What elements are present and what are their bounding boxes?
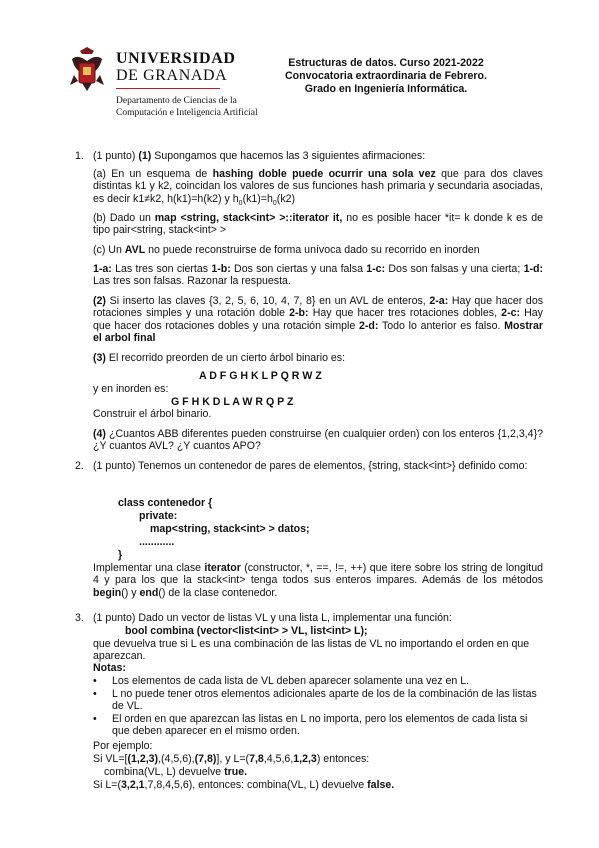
text: ¿Cuantos ABB diferentes pueden construirse (en cualquier orden) con los enteros {1,2,3,4}? ¿Y cuantos AVL? ¿Y cuantos APO? (93, 428, 543, 453)
text: (b) Dado un (93, 212, 155, 224)
bold-text: map <string, stack<int> >::iterator it, (154, 212, 343, 224)
text: Implementar una clase (93, 562, 205, 574)
bold-text: end (139, 586, 159, 599)
part-label: (1) (138, 150, 152, 162)
preorder-sequence: A D F G H K L P Q R W Z (199, 370, 322, 382)
part-4-question (93, 428, 543, 453)
question-3-description: que devuelva true si L es una combinación de las listas de VL no importando el orden en que aparezcan. (93, 638, 530, 663)
text: El recorrido preorden de un cierto árbol binario es: (105, 352, 346, 364)
option-text: Dos son ciertas y una falsa (230, 263, 367, 275)
example-1 (93, 753, 369, 765)
text: Si VL=[ (93, 753, 128, 765)
text: (a) En un esquema de (93, 168, 213, 180)
note-item: Los elementos de cada lista de VL deben aparecer solamente una vez en L. (112, 675, 470, 687)
statement-a (93, 168, 543, 210)
option-text: Las tres son ciertas (111, 263, 212, 275)
part-label: (4) (93, 428, 106, 440)
option-text: Dos son falsas y una cierta; (385, 263, 524, 275)
bullet-icon: • (93, 688, 97, 700)
exam-title-line3: Grado en Ingeniería Informática. (304, 83, 468, 95)
statement-b (93, 212, 543, 237)
part-2-avl (93, 295, 543, 345)
question-2-intro: (1 punto) Tenemos un contenedor de pares de elementos, {string, stack<int>} definido como: (93, 460, 528, 472)
text: no puede reconstruirse de forma unívoca dado su recorrido en inorden (145, 244, 480, 256)
option-label: 1-a: (93, 263, 112, 275)
exam-title-line2: Convocatoria extraordinaria de Febrero. (285, 70, 487, 82)
code-line: } (118, 549, 123, 561)
question-3-number: 3. (75, 612, 84, 624)
subscript: 0 (272, 199, 277, 207)
code-line: map<string, stack<int> > datos; (150, 523, 310, 535)
option-label: 2-d: (359, 319, 379, 332)
example-2 (93, 779, 394, 791)
text: Si L=( (93, 779, 121, 791)
answer-options-1 (93, 263, 543, 288)
statement-c (93, 244, 543, 256)
bold-text: 1,2,3 (293, 753, 317, 765)
university-crest-logo (66, 45, 108, 95)
text: (k1)=h (242, 192, 273, 205)
question-3-intro: (1 punto) Dado un vector de listas VL y una lista L, implementar una función: (93, 612, 452, 624)
subscript: 0 (238, 199, 243, 207)
university-name-line2: DE GRANADA (116, 67, 228, 84)
department-line2: Computación e Inteligencia Artificial (116, 108, 258, 118)
text: (k2) (276, 192, 296, 205)
text: () y (121, 586, 140, 599)
question-1-intro (93, 150, 543, 162)
example-1-result (104, 766, 247, 778)
text: ,7,8,4,5,6), entonces: combina(VL, L) devuelve (144, 779, 368, 791)
notes-title: Notas: (93, 662, 126, 674)
text: Hay que hacer dos rotaciones dobles y una rotación simple (93, 307, 543, 332)
option-label: 1-d: (523, 263, 543, 275)
bold-text: (1,2,3) (127, 753, 159, 765)
text: Si inserto las claves {3, 2, 5, 6, 10, 4, 7, 8} en un AVL de enteros, (105, 295, 430, 307)
exam-title-line1: Estructuras de datos. Curso 2021-2022 (288, 57, 484, 69)
question-2-number: 2. (75, 460, 84, 472)
text: ,4,5,6, (263, 753, 294, 765)
bold-text: 3,2,1 (120, 779, 145, 791)
bold-text: iterator (204, 562, 241, 574)
code-line: ............ (139, 536, 175, 548)
text: Hay que hacer dos rotaciones simples y una rotación doble (93, 295, 544, 320)
option-label: 2-a: (429, 295, 449, 307)
text: (c) Un (93, 244, 125, 256)
bold-text: AVL (124, 244, 146, 256)
bold-text: begin (93, 586, 122, 599)
text: combina(VL, L) devuelve (104, 766, 225, 778)
bold-text: 7,8 (249, 753, 264, 765)
intro-text: Supongamos que hacemos las 3 siguientes afirmaciones: (151, 150, 426, 162)
option-label: 2-b: (289, 307, 309, 320)
question-2-task (93, 562, 543, 599)
code-line: class contenedor { (118, 497, 213, 509)
bold-text: false. (367, 779, 395, 791)
text: ) entonces: (316, 753, 370, 765)
university-name-line1: UNIVERSIDAD (116, 50, 236, 67)
example-label: Por ejemplo: (93, 740, 153, 752)
text: ,(4,5,6), (158, 753, 195, 765)
option-label: 1-c: (366, 263, 386, 275)
text: (constructor, *, ==, !=, ++) que itere sobre los string de longitud 4 y para los que la stack<int> tenga todos sus enteros impares. Además de los métodos (93, 562, 543, 587)
inorder-sequence: G F H K D L A W R Q P Z (171, 396, 294, 408)
option-label: 1-b: (211, 263, 231, 275)
text: no es posible hacer *it= k donde k es de tipo pair<string, stack<int> > (93, 212, 543, 237)
text: Hay que hacer tres rotaciones dobles, (308, 307, 502, 320)
department-line1: Departamento de Ciencias de la (116, 96, 237, 106)
bold-text: hashing doble puede ocurrir una sola vez (212, 168, 436, 180)
header-divider (116, 88, 220, 89)
bold-text: true. (224, 766, 248, 778)
build-tree-instruction: Construir el árbol binario. (93, 408, 212, 420)
part-label: (2) (93, 295, 106, 307)
inorder-label: y en inorden es: (93, 383, 169, 395)
text: que para dos claves distintas k1 y k2, coincidan los valores de sus funciones hash primaria y secundaria asociadas, es decir k1≠k2, h(k1)=h(k2) y h (93, 168, 543, 205)
question-1-number: 1. (75, 150, 84, 162)
part-label: (3) (93, 352, 106, 364)
bold-text: Mostrar el arbol final (93, 319, 543, 345)
points-label: (1 punto) (93, 150, 139, 162)
function-signature: bool combina (vector<list<int> > VL, list<int> L); (125, 625, 368, 637)
option-label: 2-c: (501, 307, 521, 320)
bold-text: (7,8) (194, 753, 217, 765)
note-item: El orden en que aparezcan las listas en L no importa, pero los elementos de cada lista si que deben aparecer en el mismo orden. (112, 713, 528, 738)
text: ], y L=( (216, 753, 250, 765)
code-line: private: (139, 510, 178, 522)
note-item: L no puede tener otros elementos adicionales aparte de los de la combinación de las listas de VL. (112, 688, 537, 713)
bullet-icon: • (93, 675, 97, 687)
text: () de la clase contenedor. (158, 586, 278, 599)
text: Todo lo anterior es falso. (378, 319, 505, 332)
part-3-intro (93, 352, 543, 364)
option-text: Las tres son falsas. Razonar la respuesta. (93, 275, 291, 288)
bullet-icon: • (93, 713, 97, 725)
